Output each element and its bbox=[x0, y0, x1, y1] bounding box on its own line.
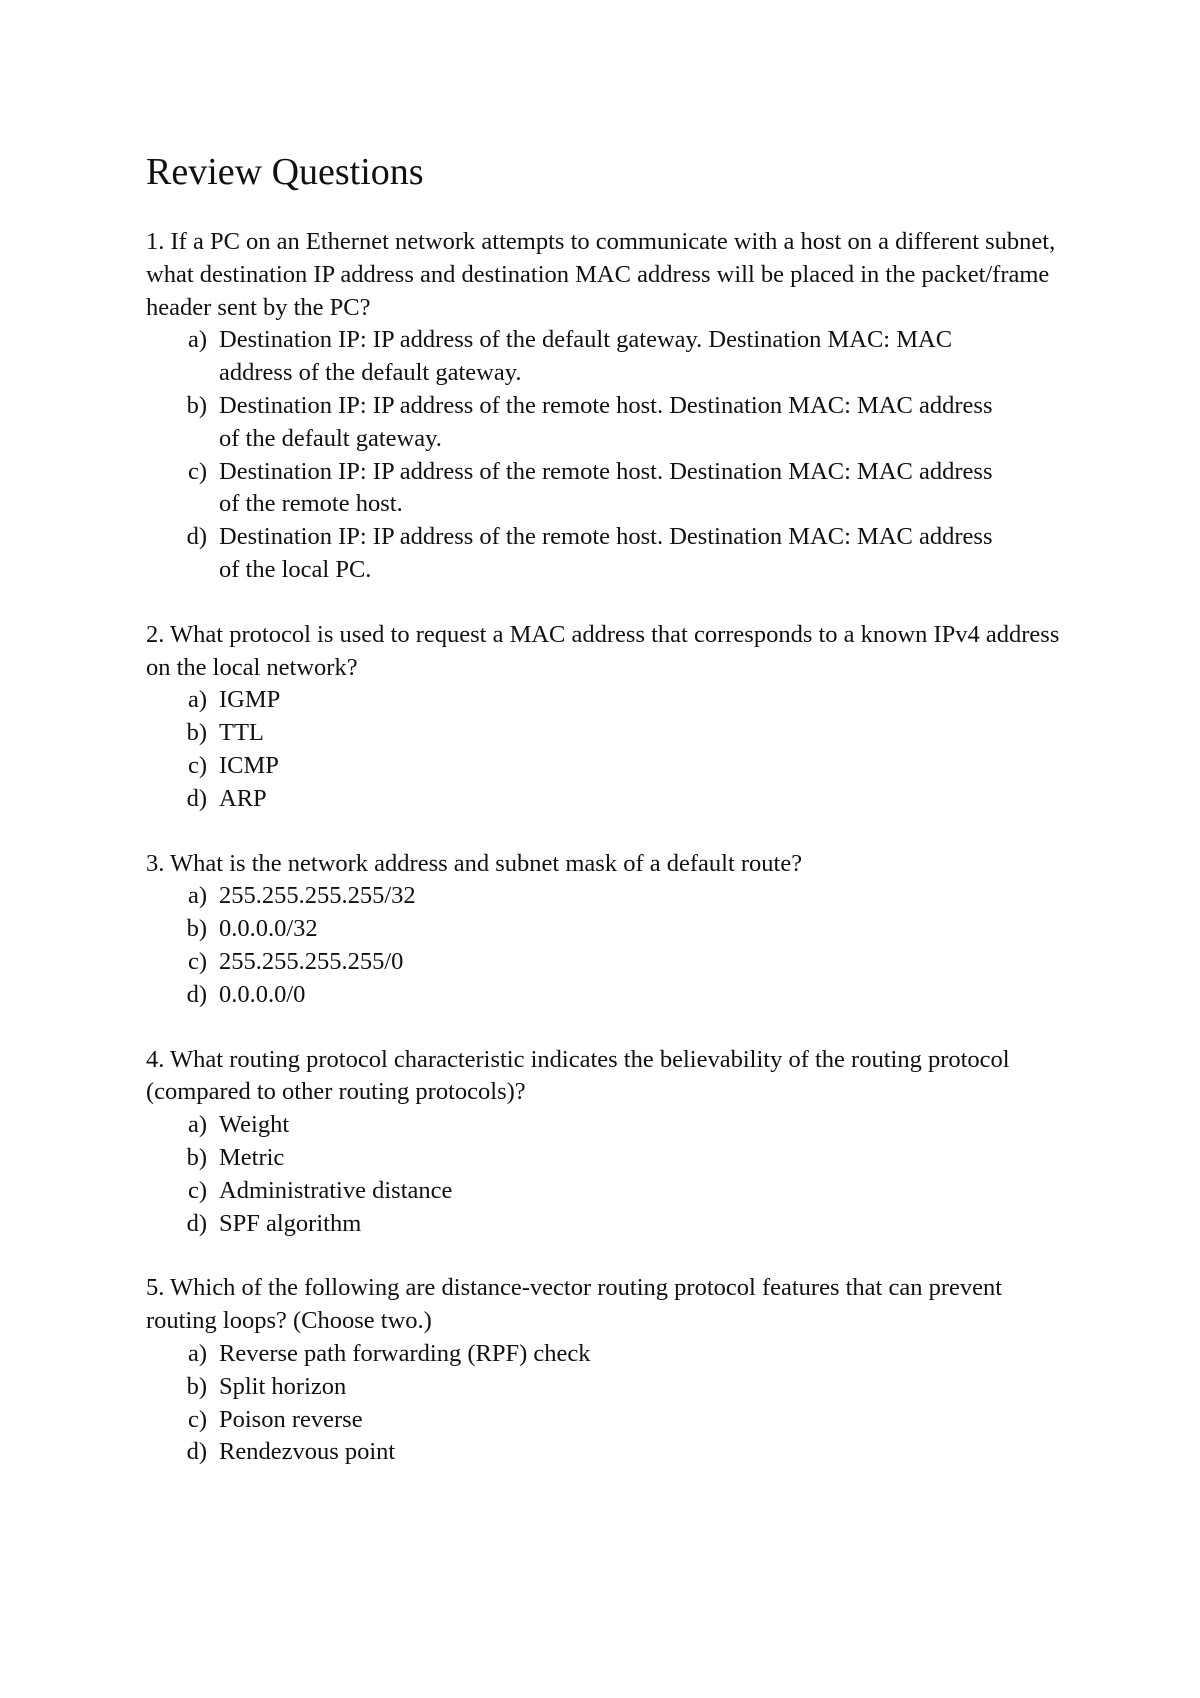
question-text: 2. What protocol is used to request a MAC address that corresponds to a known IPv4 address on the local network? bbox=[146, 620, 1060, 681]
option-item bbox=[146, 946, 1066, 979]
option-letter: d) bbox=[186, 980, 207, 1008]
option-letter: a) bbox=[187, 1111, 207, 1139]
question-text: 3. What is the network address and subnet mask of a default route? bbox=[146, 849, 803, 877]
option-item bbox=[146, 1338, 1066, 1371]
option-text: Administrative distance bbox=[219, 1176, 453, 1204]
option-item bbox=[146, 1436, 1066, 1469]
question-4 bbox=[146, 1044, 1066, 1241]
option-item bbox=[146, 1208, 1066, 1241]
question-text: 1. If a PC on an Ethernet network attempts to communicate with a host on a different subnet, what destination IP address and destination MAC address will be placed in the packet/frame header sent by the PC? bbox=[146, 228, 1056, 321]
option-item bbox=[146, 750, 1066, 783]
option-text: Destination IP: IP address of the remote host. Destination MAC: MAC address of the local PC. bbox=[219, 523, 993, 583]
option-letter: b) bbox=[186, 719, 207, 747]
option-item bbox=[146, 390, 1066, 456]
option-text: Metric bbox=[219, 1143, 285, 1171]
option-text: Rendezvous point bbox=[219, 1438, 396, 1466]
option-letter: b) bbox=[186, 1143, 207, 1171]
option-item bbox=[146, 684, 1066, 717]
document-content bbox=[146, 148, 1066, 1501]
option-list bbox=[146, 324, 1066, 586]
option-item bbox=[146, 1371, 1066, 1404]
question-3 bbox=[146, 848, 1066, 1012]
option-letter: d) bbox=[186, 1438, 207, 1466]
option-letter: d) bbox=[186, 523, 207, 551]
option-letter: c) bbox=[187, 751, 207, 779]
option-list bbox=[146, 880, 1066, 1011]
option-item bbox=[146, 783, 1066, 816]
option-letter: b) bbox=[186, 1372, 207, 1400]
option-letter: b) bbox=[186, 915, 207, 943]
option-text: Destination IP: IP address of the remote host. Destination MAC: MAC address of the remote host. bbox=[219, 457, 993, 518]
option-item bbox=[146, 979, 1066, 1012]
option-item bbox=[146, 324, 1066, 390]
option-item bbox=[146, 1142, 1066, 1175]
option-item bbox=[146, 1175, 1066, 1208]
option-letter: a) bbox=[187, 1339, 207, 1367]
option-item bbox=[146, 1404, 1066, 1437]
option-text: ARP bbox=[219, 784, 267, 812]
option-list bbox=[146, 684, 1066, 815]
question-1 bbox=[146, 226, 1066, 587]
question-2 bbox=[146, 619, 1066, 816]
option-item bbox=[146, 880, 1066, 913]
option-list bbox=[146, 1109, 1066, 1240]
option-letter: d) bbox=[186, 784, 207, 812]
option-text: IGMP bbox=[219, 686, 281, 714]
option-text: Destination IP: IP address of the default gateway. Destination MAC: MAC address of the default gateway. bbox=[219, 326, 953, 387]
question-text: 4. What routing protocol characteristic indicates the believability of the routing protocol (compared to other routing protocols)? bbox=[146, 1045, 1010, 1106]
option-letter: a) bbox=[187, 326, 207, 354]
option-item bbox=[146, 717, 1066, 750]
option-text: Poison reverse bbox=[219, 1405, 363, 1433]
option-text: 0.0.0.0/0 bbox=[219, 980, 306, 1008]
option-item bbox=[146, 913, 1066, 946]
option-text: Destination IP: IP address of the remote host. Destination MAC: MAC address of the default gateway. bbox=[219, 391, 993, 452]
option-text: Split horizon bbox=[219, 1372, 347, 1400]
question-text: 5. Which of the following are distance-vector routing protocol features that can prevent routing loops? (Choose two.) bbox=[146, 1274, 1003, 1335]
page-title: Review Questions bbox=[146, 151, 424, 193]
option-text: Weight bbox=[219, 1111, 290, 1139]
option-item bbox=[146, 521, 1066, 587]
option-letter: d) bbox=[186, 1209, 207, 1237]
option-letter: b) bbox=[186, 391, 207, 419]
option-list bbox=[146, 1338, 1066, 1469]
option-item bbox=[146, 456, 1066, 522]
option-text: Reverse path forwarding (RPF) check bbox=[219, 1339, 591, 1367]
option-letter: a) bbox=[187, 882, 207, 910]
question-5 bbox=[146, 1272, 1066, 1469]
option-text: SPF algorithm bbox=[219, 1209, 362, 1237]
option-text: 255.255.255.255/0 bbox=[219, 947, 404, 975]
option-text: 255.255.255.255/32 bbox=[219, 882, 416, 910]
option-letter: c) bbox=[187, 1176, 207, 1204]
option-letter: c) bbox=[187, 457, 207, 485]
option-item bbox=[146, 1109, 1066, 1142]
option-text: 0.0.0.0/32 bbox=[219, 915, 318, 943]
option-letter: c) bbox=[187, 1405, 207, 1433]
option-letter: a) bbox=[187, 686, 207, 714]
option-text: TTL bbox=[219, 719, 264, 747]
option-text: ICMP bbox=[219, 751, 279, 779]
option-letter: c) bbox=[187, 947, 207, 975]
